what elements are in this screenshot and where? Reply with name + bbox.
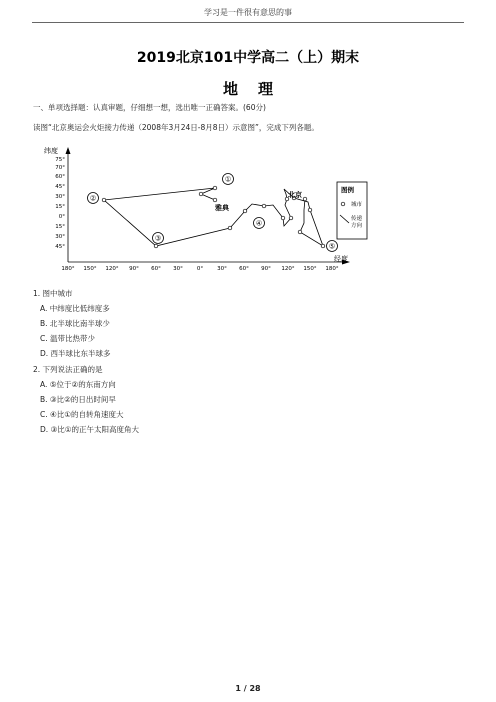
label-5: ⑤ [328, 242, 336, 251]
lon-tick: 90° [129, 266, 139, 272]
label-2: ② [89, 194, 97, 203]
city-marker [281, 216, 285, 220]
lon-tick: 180° [325, 266, 339, 272]
city-marker [289, 216, 293, 220]
section-heading: 一、单项选择题：认真审题，仔细想一想，选出唯一正确答案。(60分) [33, 103, 266, 112]
question-1-option-b: B. 北半球比南半球少 [40, 319, 110, 328]
city-marker [199, 192, 203, 196]
y-axis-arrow [66, 147, 71, 154]
lon-tick: 120° [281, 266, 295, 272]
page-number: 1 / 28 [235, 684, 261, 693]
question-2-stem: 2. 下列说法正确的是 [33, 365, 103, 374]
lon-tick: 150° [83, 266, 97, 272]
subject-title: 地理 [222, 80, 293, 98]
lat-tick: 70° [55, 165, 65, 171]
lat-tick: 60° [55, 174, 65, 180]
label-3: ③ [154, 234, 162, 243]
question-2-option-d: D. ③比①的正午太阳高度角大 [40, 425, 139, 434]
legend-city-label: 城市 [351, 202, 363, 208]
lon-tick: 30° [173, 266, 183, 272]
lon-tick: 60° [239, 266, 249, 272]
question-2-option-b: B. ③比②的日出时间早 [40, 395, 116, 404]
y-axis-title: 纬度 [44, 147, 58, 155]
lat-tick-labels [55, 157, 65, 250]
header-divider [32, 22, 464, 23]
lat-tick: 30° [55, 234, 65, 240]
lat-tick: 15° [55, 204, 65, 210]
legend-route-label-1: 传递 [351, 216, 363, 222]
torch-relay-map [40, 142, 363, 272]
lon-tick: 90° [261, 266, 271, 272]
question-1-option-a: A. 中纬度比低纬度多 [40, 304, 110, 313]
question-1-option-d: D. 西半球比东半球多 [40, 349, 111, 358]
city-marker [262, 204, 266, 208]
lat-tick: 30° [55, 194, 65, 200]
city-marker [298, 230, 302, 234]
page-header [0, 0, 496, 30]
lon-tick-labels [61, 266, 338, 272]
x-axis-title: 经度 [334, 255, 348, 263]
legend-route-label-2: 方向 [351, 223, 363, 229]
lat-tick: 0° [58, 214, 65, 220]
legend [337, 182, 367, 239]
city-marker [213, 186, 217, 190]
intro-text: 读图“北京奥运会火炬接力传递（2008年3月24日-8月8日）示意图”，完成下列各题。 [33, 123, 319, 132]
city-marker [102, 198, 106, 202]
lon-tick: 150° [303, 266, 317, 272]
lat-tick: 45° [55, 244, 65, 250]
city-marker [154, 244, 158, 248]
lat-tick: 15° [55, 224, 65, 230]
city-marker [243, 209, 247, 213]
question-1-option-c: C. 温带比热带少 [40, 334, 96, 343]
legend-title: 图例 [341, 186, 354, 194]
lon-tick: 0° [196, 266, 204, 272]
lat-tick: 45° [55, 184, 65, 190]
beijing-label: 北京 [288, 191, 302, 199]
question-1-stem: 1. 图中城市 [33, 289, 73, 298]
city-marker [213, 198, 217, 202]
city-marker [303, 197, 307, 201]
question-2-option-a: A. ⑤位于②的东南方向 [40, 380, 116, 389]
label-1: ① [224, 175, 232, 184]
exam-title: 2019北京101中学高二（上）期末 [136, 50, 360, 66]
legend-city-symbol [341, 202, 345, 206]
athens-label: 雅典 [215, 204, 229, 212]
city-marker [321, 244, 325, 248]
lon-tick: 30° [217, 266, 227, 272]
lat-tick: 75° [55, 157, 65, 163]
lon-tick: 60° [151, 266, 161, 272]
city-marker [308, 208, 312, 212]
lon-tick: 120° [105, 266, 119, 272]
header-text: 学习是一件很有意思的事 [204, 8, 292, 17]
city-marker [228, 226, 232, 230]
question-2-option-c: C. ④比①的自转角速度大 [40, 410, 124, 419]
label-4: ④ [255, 219, 263, 228]
lon-tick: 180° [61, 266, 75, 272]
